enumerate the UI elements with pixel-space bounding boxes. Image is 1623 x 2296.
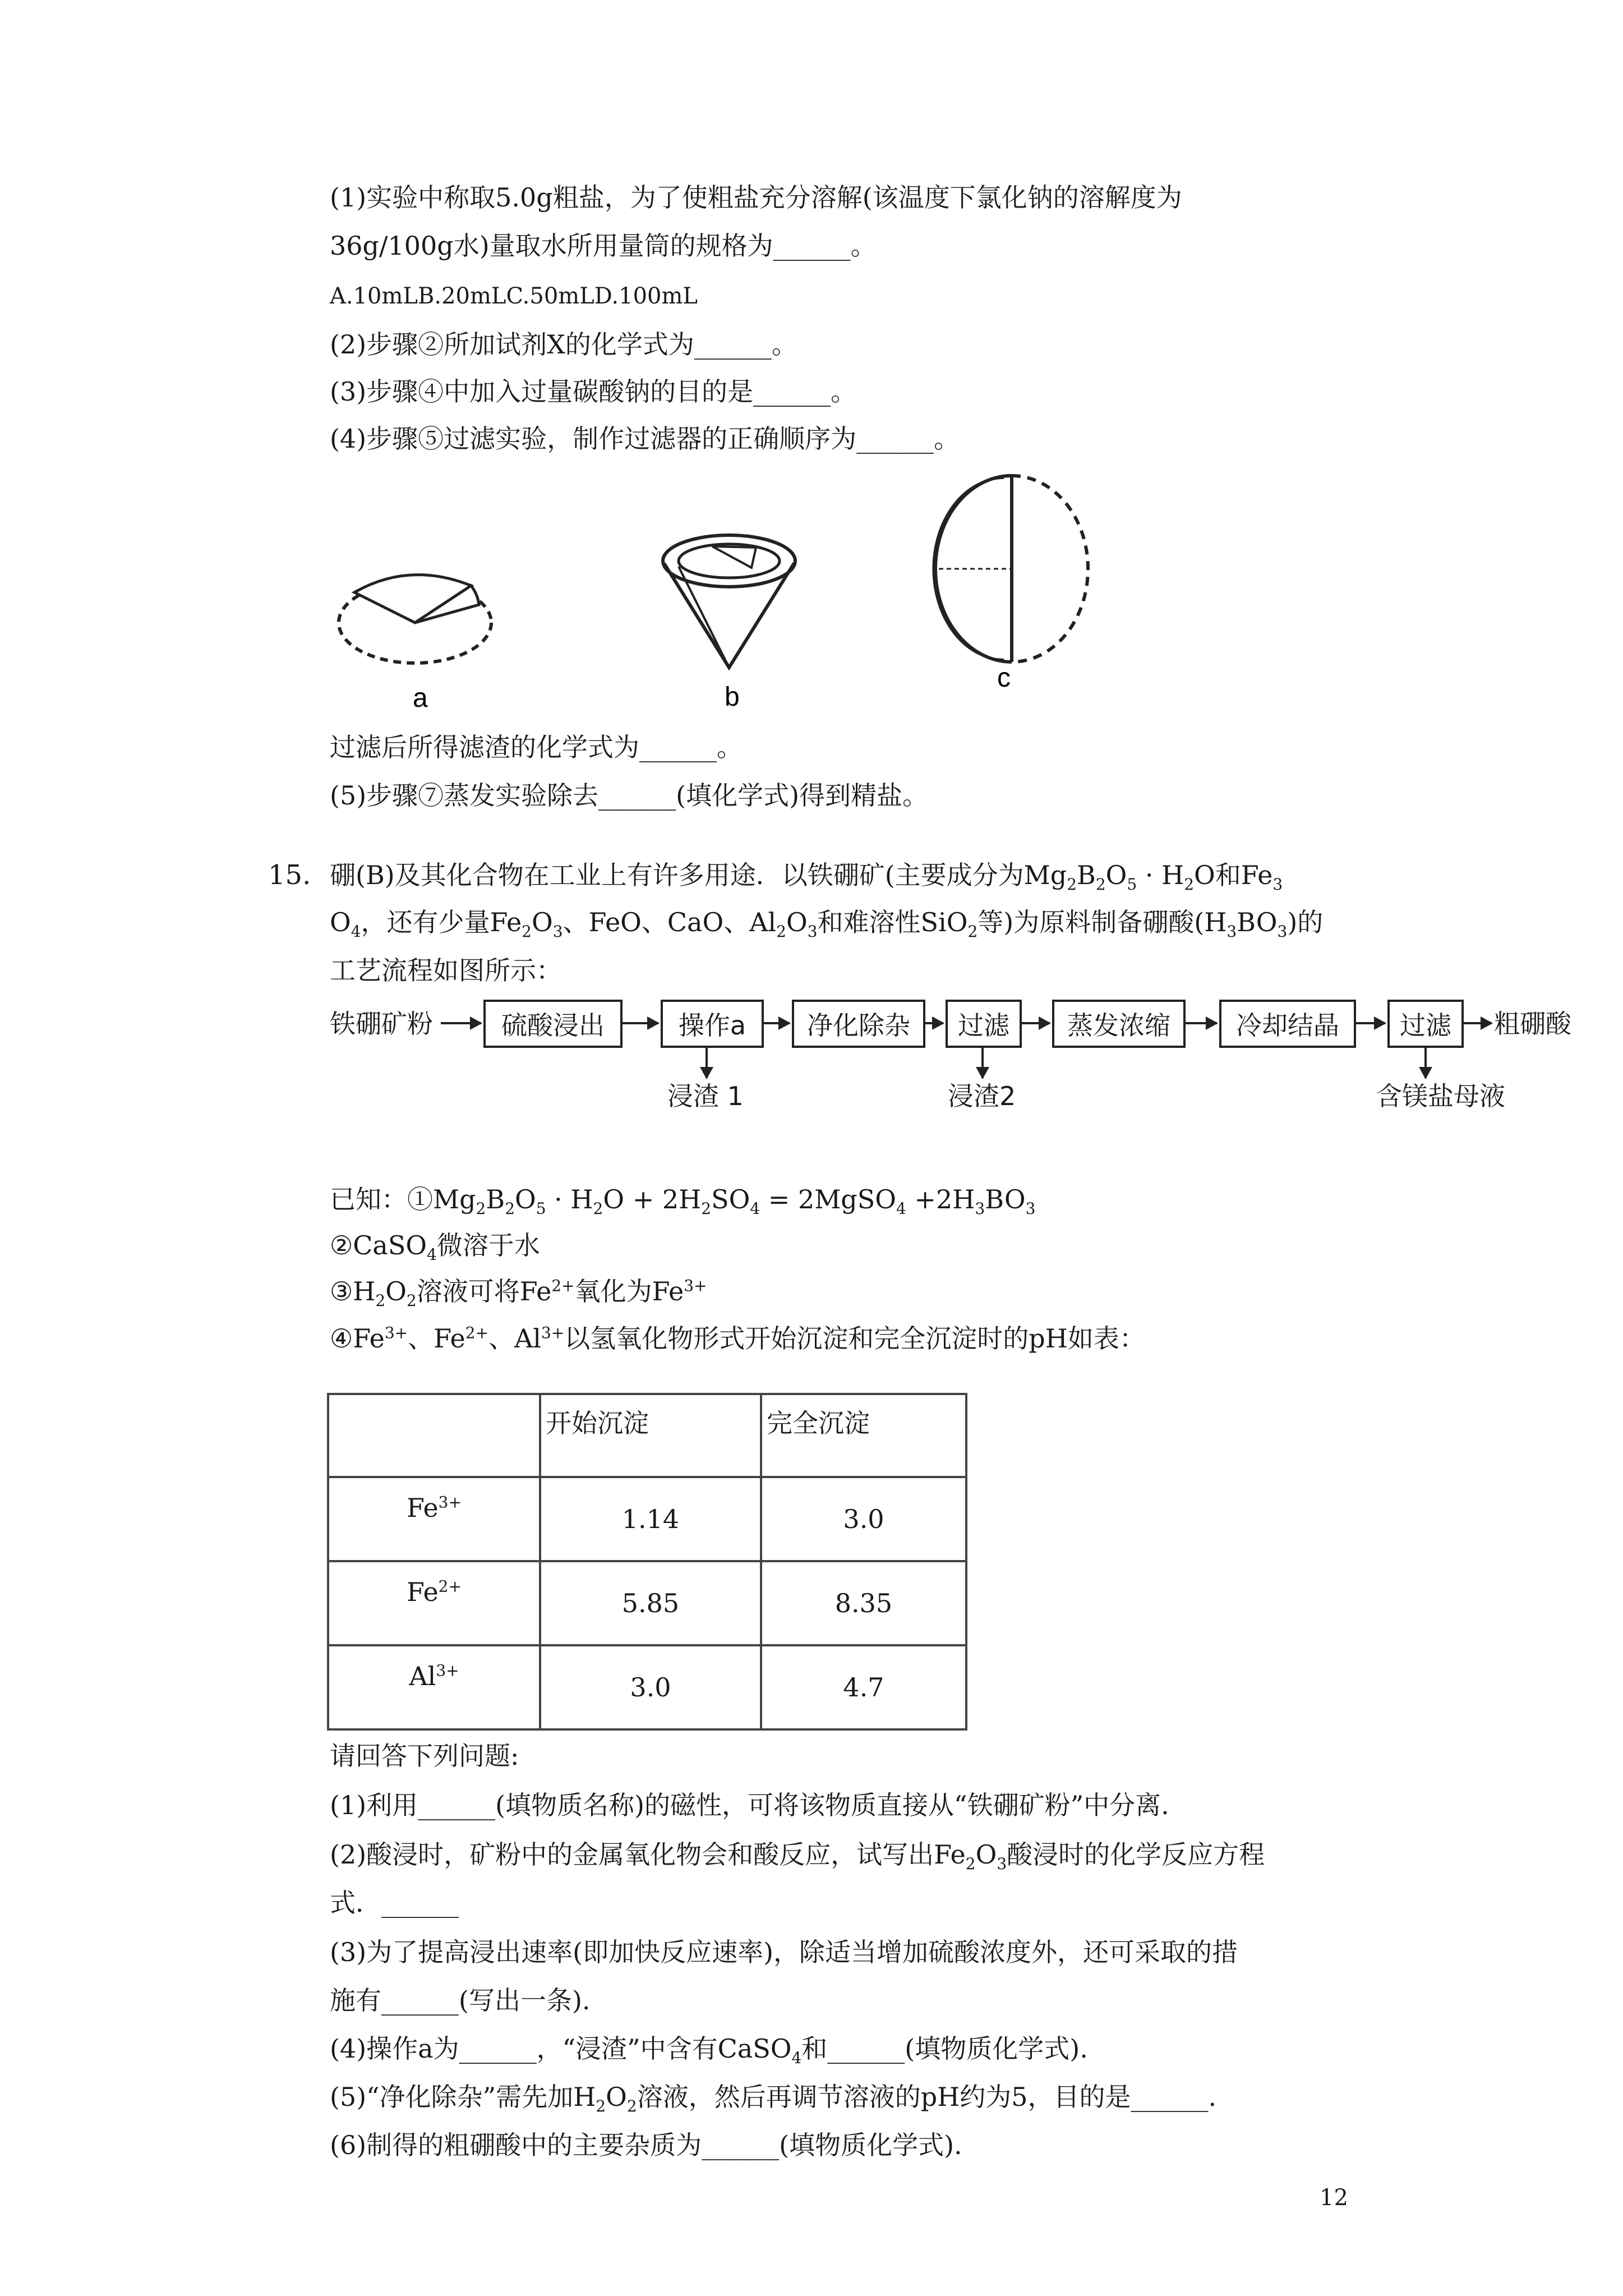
page-number: 12 <box>1320 2185 1348 2211</box>
q15-part-2-line-2: 式．______ <box>330 1888 459 1918</box>
table-row <box>328 1645 966 1729</box>
flow-mother-liquor: 含镁盐母液 <box>1376 1081 1505 1111</box>
table-cell-complete: 4.7 <box>761 1645 966 1729</box>
question-number-15: 15. <box>268 859 311 891</box>
q14-part-5: (5)步骤⑦蒸发实验除去______(填化学式)得到精盐。 <box>330 780 929 811</box>
table-cell-complete: 8.35 <box>761 1561 966 1645</box>
table-header-empty <box>328 1394 540 1477</box>
table-cell-start: 3.0 <box>540 1645 761 1729</box>
figure-label-a: a <box>413 683 428 713</box>
flow-start-label: 铁硼矿粉 <box>330 1009 433 1039</box>
filter-cone-figure-b <box>656 522 824 712</box>
figure-label-c: c <box>997 663 1011 693</box>
q15-intro-line-3: 工艺流程如图所示： <box>330 955 562 986</box>
q14-line-1: (1)实验中称取5.0g粗盐，为了使粗盐充分溶解(该温度下氯化钠的溶解度为 <box>330 182 1182 213</box>
filter-fold-figure-a <box>331 539 499 718</box>
flow-step-operation-a: 操作a <box>661 1000 764 1048</box>
flow-arrow-3 <box>764 1022 790 1024</box>
ph-table <box>327 1393 967 1731</box>
table-cell-ion: $Fe^{3+}$ <box>328 1477 540 1561</box>
figure-label-b: b <box>725 682 740 712</box>
table-row <box>328 1561 966 1645</box>
q14-residue-line: 过滤后所得滤渣的化学式为______。 <box>330 732 743 762</box>
table-cell-complete: 3.0 <box>761 1477 966 1561</box>
q15-answer-intro: 请回答下列问题: <box>330 1741 519 1771</box>
known-2: ②CaSO$_4$微溶于水 <box>330 1230 540 1264</box>
filter-folded-figure-c <box>931 470 1110 706</box>
flow-arrow-1 <box>441 1022 481 1024</box>
known-4: $④Fe^{3+}$、$Fe^{2+}$、$Al^{3+}$以氢氧化物形式开始沉淀和完全沉淀时的pH如表： <box>330 1323 1145 1354</box>
q15-intro-line-2: $O_4$，还有少量$Fe_2O_3$、FeO、CaO、$Al_2O_3$和难溶性SiO$_2$等)为原料制备硼酸$(H_3BO_3)$的 <box>330 907 1324 941</box>
q14-part-4: (4)步骤⑤过滤实验，制作过滤器的正确顺序为______。 <box>330 424 960 454</box>
q15-part-3-line-1: (3)为了提高浸出速率(即加快反应速率)，除适当增加硫酸浓度外，还可采取的措 <box>330 1937 1238 1967</box>
q15-intro-line-1: 硼(B)及其化合物在工业上有许多用途．以铁硼矿(主要成分为$Mg_2B_2O_5 \cdot H_2O$和$Fe_3$ <box>330 860 1283 894</box>
flow-step-acid-leach: 硫酸浸出 <box>483 1000 623 1048</box>
flow-arrow-7 <box>1356 1022 1385 1024</box>
table-header-start: 开始沉淀 <box>540 1394 761 1477</box>
flow-step-purify: 净化除杂 <box>792 1000 925 1048</box>
table-cell-start: 5.85 <box>540 1561 761 1645</box>
flow-step-crystallize: 冷却结晶 <box>1219 1000 1356 1048</box>
flow-step-evaporate: 蒸发浓缩 <box>1052 1000 1186 1048</box>
q15-part-4: (4)操作a为______，“浸渣”中含有CaSO$_4$和______(填物质化学式). <box>330 2033 1088 2068</box>
q14-line-2: 36g/100g水)量取水所用量筒的规格为______。 <box>330 231 877 261</box>
flow-end-label: 粗硼酸 <box>1494 1009 1571 1039</box>
q15-part-6: (6)制得的粗硼酸中的主要杂质为______(填物质化学式). <box>330 2130 962 2160</box>
q14-part-3: (3)步骤④中加入过量碳酸钠的目的是______。 <box>330 376 857 407</box>
table-header-complete: 完全沉淀 <box>761 1394 966 1477</box>
known-1: 已知：$①Mg_2B_2O_5 \cdot H_2O + 2H_2SO_4$ = 2MgSO$_4$ $+2H_3BO_3$ <box>330 1184 1036 1218</box>
table-cell-start: 1.14 <box>540 1477 761 1561</box>
known-3: $③H_2O_2$溶液可将$Fe^{2+}$氧化为$Fe^{3+}$ <box>330 1276 707 1310</box>
flow-arrow-8 <box>1464 1022 1492 1024</box>
table-row <box>328 1477 966 1561</box>
q15-part-5: (5)“净化除杂”需先加$H_2O_2$溶液，然后再调节溶液的pH约为5，目的是______. <box>330 2082 1217 2116</box>
flow-arrow-4 <box>925 1022 943 1024</box>
flow-step-filter-2: 过滤 <box>1387 1000 1464 1048</box>
flow-residue-2: 浸渣2 <box>948 1081 1016 1111</box>
table-cell-ion: $Al^{3+}$ <box>328 1645 540 1729</box>
flow-down-arrow-3 <box>1424 1048 1427 1078</box>
flow-arrow-6 <box>1186 1022 1217 1024</box>
table-cell-ion: $Fe^{2+}$ <box>328 1561 540 1645</box>
q15-part-3-line-2: 施有______(写出一条). <box>330 1985 591 2016</box>
q15-part-2-line-1: (2)酸浸时，矿粉中的金属氧化物会和酸反应，试写出$Fe_2O_3$酸浸时的化学反应方程 <box>330 1839 1265 1874</box>
flow-arrow-5 <box>1022 1022 1050 1024</box>
flow-step-filter-1: 过滤 <box>946 1000 1022 1048</box>
q15-part-1: (1)利用______(填物质名称)的磁性，可将该物质直接从“铁硼矿粉”中分离. <box>330 1790 1169 1820</box>
q14-part-2: (2)步骤②所加试剂X的化学式为______。 <box>330 329 797 360</box>
q14-options: A.10mLB.20mLC.50mLD.100mL <box>330 283 698 309</box>
flow-residue-1: 浸渣 1 <box>667 1081 744 1111</box>
flow-down-arrow-1 <box>706 1048 708 1078</box>
flow-down-arrow-2 <box>981 1048 984 1078</box>
flow-arrow-2 <box>623 1022 658 1024</box>
